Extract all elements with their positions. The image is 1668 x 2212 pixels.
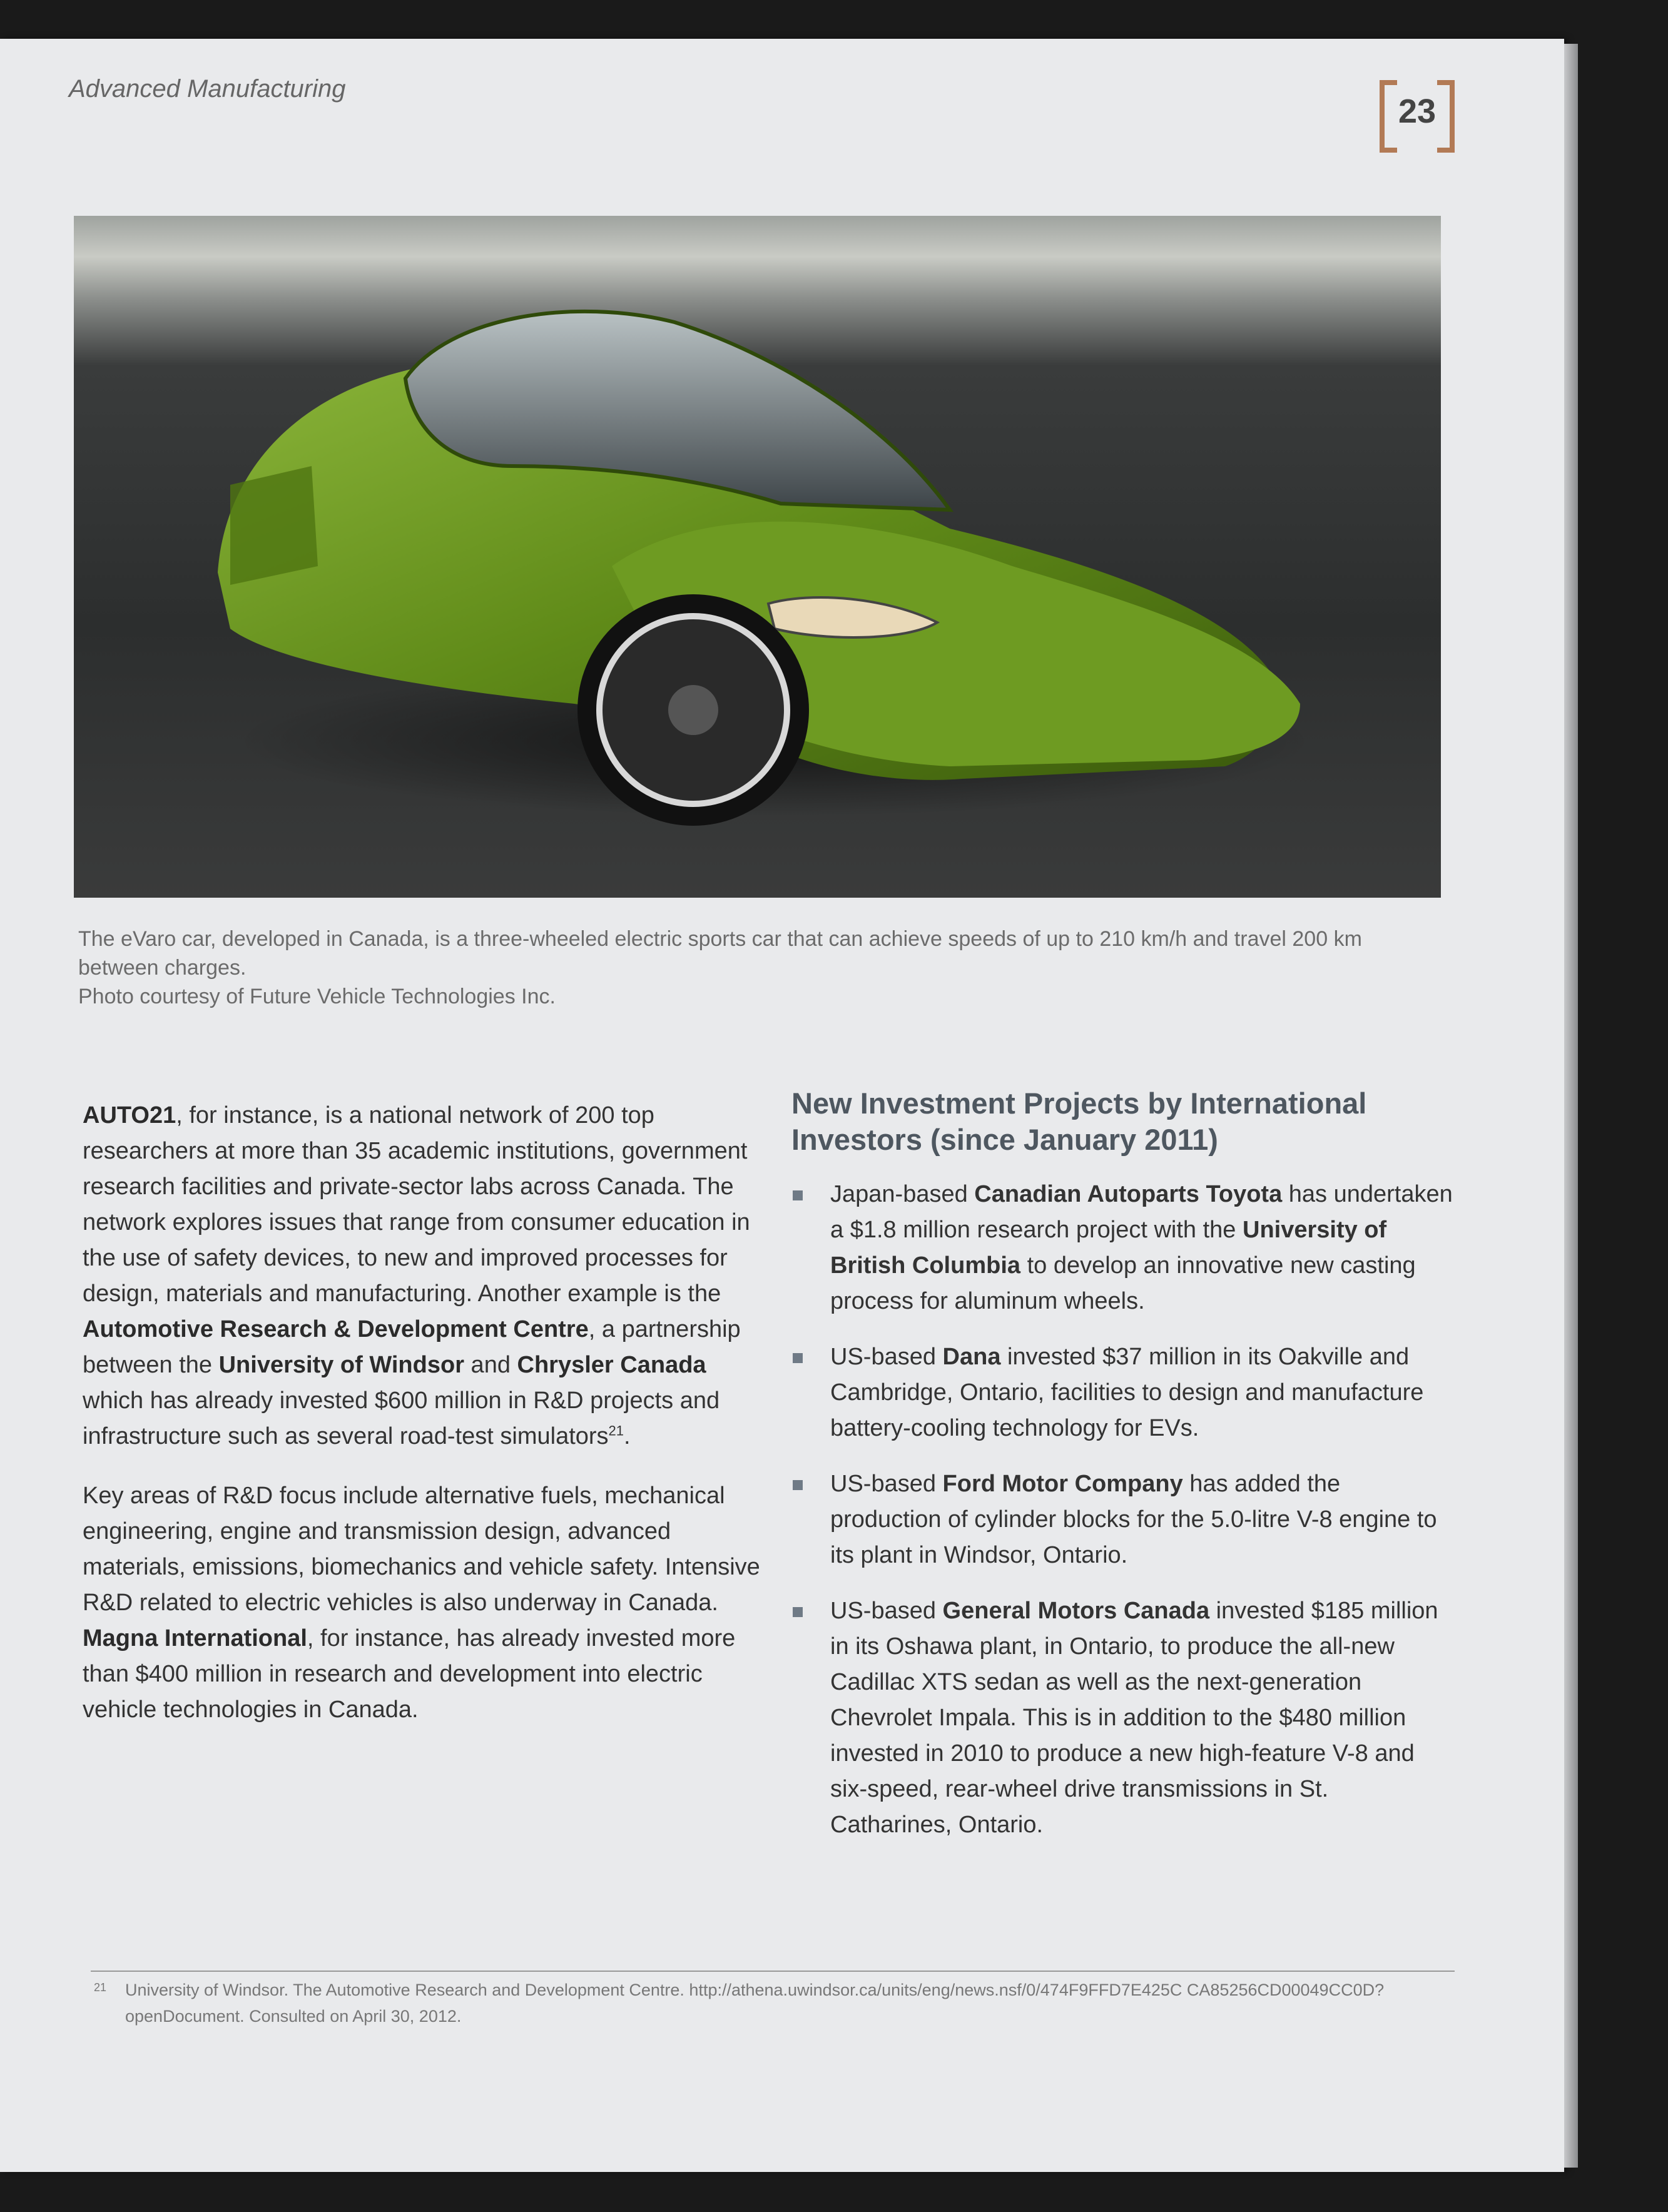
list-item-text <box>830 1344 1423 1441</box>
investment-sidebar <box>791 1085 1455 1863</box>
bold-term: General Motors Canada <box>942 1598 1210 1624</box>
right-bracket-icon <box>1437 80 1455 153</box>
list-item-text <box>830 1181 1453 1314</box>
left-bracket-icon <box>1380 80 1397 153</box>
text-run: US-based <box>830 1344 943 1370</box>
footnote-ref: 21 <box>608 1423 624 1439</box>
text-run: , for instance, is a national network of 200 top researchers at more than 35 academic institutions, government research facilities and private-sector labs across Canada. The network explores issues that range from consumer education in the use of safety devices, to new and improved processes for design, materials and manufacturing. Another example is the <box>83 1102 750 1307</box>
text-run: Japan-based <box>830 1181 975 1207</box>
text-run: invested $185 million in its Oshawa plant, in Ontario, to produce the all-new Cadillac XTS sedan as well as the next-generation Chevrolet Impala. This is in addition to the $480 million invested in 2010 to produce a new high-feature V-8 and six-speed, rear-wheel drive transmissions in St. Catharines, Ontario. <box>830 1598 1438 1838</box>
page-number <box>1380 80 1455 143</box>
list-item <box>791 1177 1455 1319</box>
bold-term: Magna International <box>83 1625 307 1651</box>
bold-term: University of British Columbia <box>830 1217 1387 1279</box>
footnote-number: 21 <box>94 1981 107 1994</box>
page-number-text: 23 <box>1398 93 1437 130</box>
bold-term: AUTO21 <box>83 1102 176 1129</box>
text-run: US-based <box>830 1598 943 1624</box>
footnote-text: University of Windsor. The Automotive Research and Development Centre. http://athena.uwindsor.ca/units/eng/news.nsf/0/474F9FFD7E425C CA85256CD00049CC0D?openDocument. Consulted on April 30, 2012. <box>125 1981 1385 2026</box>
bold-term: Canadian Autoparts Toyota <box>974 1181 1283 1207</box>
text-run: to develop an innovative new casting process for aluminum wheels. <box>830 1252 1416 1314</box>
text-run: and <box>464 1352 517 1378</box>
list-item-text <box>830 1598 1438 1838</box>
square-bullet-icon <box>793 1353 803 1363</box>
left-column <box>83 1098 765 1752</box>
evaro-car-photo <box>74 216 1441 898</box>
photo-caption <box>78 925 1442 1011</box>
footnote <box>94 1977 1458 2029</box>
car-illustration <box>74 216 1441 898</box>
square-bullet-icon <box>793 1607 803 1617</box>
text-run: which has already invested $600 million in R&D projects and infrastructure such as several road-test simulators <box>83 1388 720 1449</box>
page-edge <box>1564 44 1578 2168</box>
text-run: US-based <box>830 1471 943 1497</box>
bold-term: Automotive Research & Development Centre <box>83 1316 589 1342</box>
text-run: has undertaken a $1.8 million research project with the <box>830 1181 1453 1243</box>
caption-credit: Photo courtesy of Future Vehicle Technologies Inc. <box>78 985 556 1008</box>
paragraph-auto21 <box>83 1098 765 1454</box>
text-run: , a partnership between the <box>83 1316 741 1378</box>
square-bullet-icon <box>793 1480 803 1490</box>
caption-text: The eVaro car, developed in Canada, is a three-wheeled electric sports car that can achieve speeds of up to 210 km/h and travel 200 km between charges. <box>78 927 1362 980</box>
text-run: Key areas of R&D focus include alternative fuels, mechanical engineering, engine and transmission design, advanced materials, emissions, biomechanics and vehicle safety. Intensive R&D related to electric vehicles is also underway in Canada. <box>83 1483 760 1616</box>
text-run: invested $37 million in its Oakville and Cambridge, Ontario, facilities to design and manufacture battery-cooling technology for EVs. <box>830 1344 1424 1441</box>
text-run: has added the production of cylinder blocks for the 5.0-litre V-8 engine to its plant in Windsor, Ontario. <box>830 1471 1437 1568</box>
text-run: . <box>624 1423 631 1449</box>
paragraph-rd-focus <box>83 1478 765 1728</box>
list-item <box>791 1593 1455 1843</box>
list-item <box>791 1466 1455 1573</box>
bold-term: Ford Motor Company <box>942 1471 1183 1497</box>
sidebar-title: New Investment Projects by International Investors (since January 2011) <box>791 1087 1367 1156</box>
bold-term: Dana <box>942 1344 1001 1370</box>
investment-list <box>791 1177 1455 1843</box>
bold-term: University of Windsor <box>218 1352 464 1378</box>
bold-term: Chrysler Canada <box>517 1352 706 1378</box>
list-item <box>791 1339 1455 1446</box>
footnote-divider <box>91 1971 1455 1972</box>
text-run: , for instance, has already invested more than $400 million in research and development into electric vehicle technologies in Canada. <box>83 1625 736 1723</box>
list-item-text <box>830 1471 1437 1568</box>
square-bullet-icon <box>793 1190 803 1200</box>
running-header: Advanced Manufacturing <box>69 75 346 103</box>
